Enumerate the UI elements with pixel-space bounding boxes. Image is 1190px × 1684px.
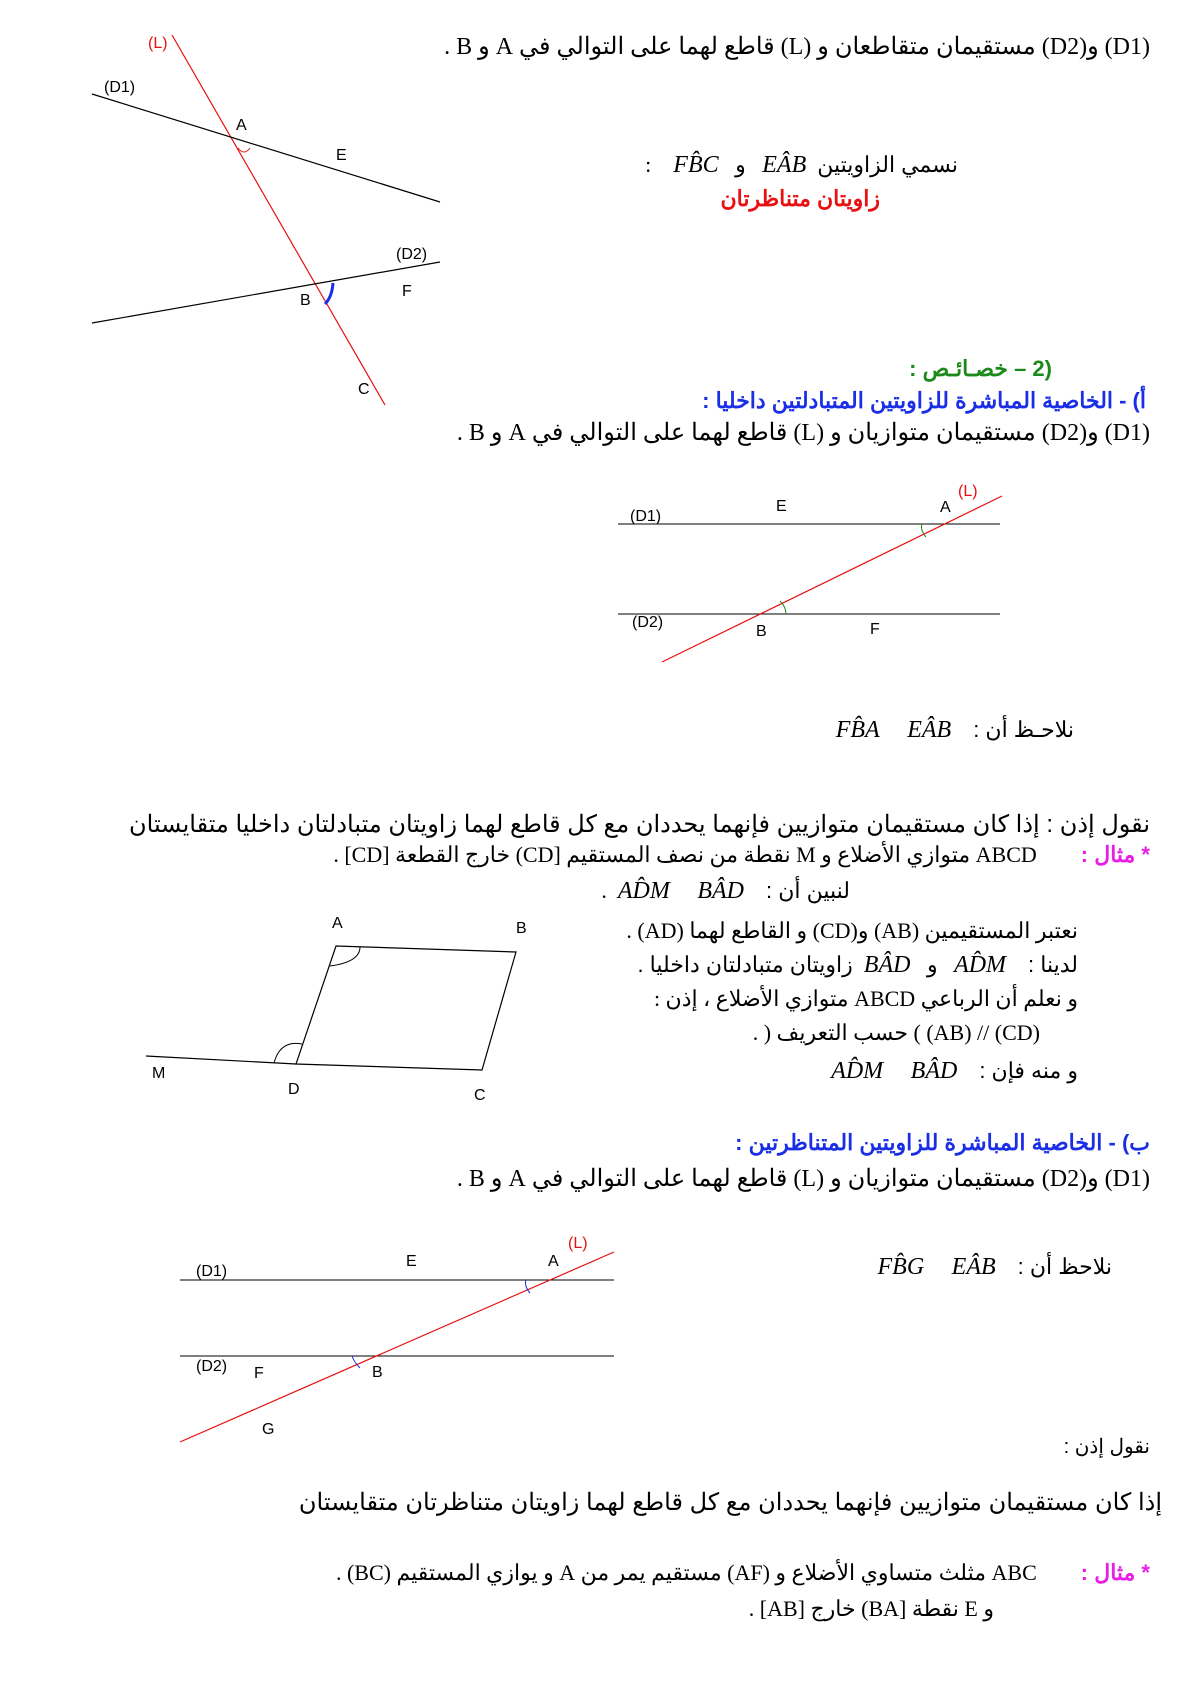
fig2-label-a: A xyxy=(940,499,951,516)
fig4-label-b: B xyxy=(372,1364,383,1381)
rule2-label: نقول إذن : xyxy=(1063,1436,1150,1458)
fig4-label-g: G xyxy=(262,1421,275,1438)
prove-end: . xyxy=(601,878,607,903)
fig4-label-l: (L) xyxy=(568,1235,588,1252)
fig1-label-d2: (D2) xyxy=(396,246,428,263)
prove-label: لنبين أن : xyxy=(766,878,850,903)
observation-1 xyxy=(836,717,1074,744)
example1-prove-row xyxy=(601,878,850,905)
fig1-label-f: F xyxy=(402,283,412,300)
fig3-parallelogram xyxy=(296,946,516,1070)
fig3-label-m: M xyxy=(152,1065,166,1082)
fig3-label-a: A xyxy=(332,915,343,932)
example2-label: * مثال : xyxy=(1080,1560,1150,1585)
obs1-angle-fba: FB̂A xyxy=(835,717,880,743)
fig1-geometry xyxy=(92,35,440,405)
sub-b-line: (D1) و(D2) مستقيمان متوازيان و (L) قاطع لهما على التوالي في A و B . xyxy=(456,1166,1150,1192)
fig2-label-e: E xyxy=(776,498,787,515)
fig1-label-c: C xyxy=(358,381,370,398)
section2-sub-a: أ) - الخاصية المباشرة للزاويتين المتبادلتين داخليا : xyxy=(702,388,1146,413)
example2-line1-row xyxy=(336,1560,1150,1586)
fig1-line-l xyxy=(172,35,385,405)
fig2-label-d1: (D1) xyxy=(630,508,662,525)
fig4-label-d2: (D2) xyxy=(196,1358,228,1375)
fig1-angle-b-arc xyxy=(325,283,333,304)
intro-and: و xyxy=(735,152,746,177)
fig4-label-e: E xyxy=(406,1253,417,1270)
then-angle-adm: AD̂M xyxy=(831,1058,884,1084)
sub-b-title: ب) - الخاصية المباشرة للزاويتين المتناظرتين : xyxy=(735,1130,1150,1155)
fig3-line-md xyxy=(146,1056,296,1064)
fig2-label-f: F xyxy=(870,621,880,638)
example1-have-row xyxy=(637,952,1078,979)
fig1-label-e: E xyxy=(336,147,347,164)
fig1-line-d1 xyxy=(92,94,440,202)
fig2-geometry xyxy=(618,496,1002,662)
intro-angle-eab: EÂB xyxy=(762,152,807,178)
prove-angle-adm: AD̂M xyxy=(617,878,670,904)
fig4-label-d1: (D1) xyxy=(196,1263,228,1280)
fig2-line-l xyxy=(662,496,1002,662)
intro-colon: : xyxy=(645,152,652,177)
example1-label: * مثال : xyxy=(1080,842,1150,867)
fig1-label-b: B xyxy=(300,292,311,309)
then-angle-bad: BÂD xyxy=(910,1058,958,1084)
have-end: زاويتان متبادلتان داخليا . xyxy=(637,952,853,977)
fig1-angle-a-arc xyxy=(238,148,250,152)
example2-line1: ABC مثلث متساوي الأضلاع و (AF) مستقيم يمر من A و يوازي المستقيم (BC) . xyxy=(335,1560,1037,1585)
intro-line: (D1) و(D2) مستقيمان متقاطعان و (L) قاطع لهما على التوالي في A و B . xyxy=(444,34,1150,60)
fig2-label-b: B xyxy=(756,623,767,640)
example1-line3: نعتبر المستقيمين (AB) و(CD) و القاطع لهما (AD) . xyxy=(626,918,1078,943)
fig3-label-b: B xyxy=(516,920,527,937)
prove-angle-bad: BÂD xyxy=(697,878,745,904)
intro-angle-fbc: FB̂C xyxy=(673,152,719,178)
example1-line6: (CD) // (AB) ) حسب التعريف ( . xyxy=(752,1020,1040,1045)
fig2-label-d2: (D2) xyxy=(632,614,664,631)
rule-2: إذا كان مستقيمان متوازيين فإنهما يحددان مع كل قاطع لهما زاويتان متناظرتان متقايستان xyxy=(298,1489,1162,1516)
fig2-label-l: (L) xyxy=(958,483,978,500)
fig1-label-l: (L) xyxy=(148,35,168,52)
fig4-geometry xyxy=(180,1252,614,1442)
have-angle-bad: BÂD xyxy=(863,952,911,978)
then-label: و منه فإن : xyxy=(979,1058,1078,1083)
obs1-label: نلاحـظ أن : xyxy=(973,717,1074,742)
obs2-angle-fbg: FB̂G xyxy=(877,1254,925,1280)
intro-result: زاويتان متناظرتان xyxy=(720,186,880,211)
obs2-angle-eab: EÂB xyxy=(951,1254,996,1280)
have-label: لدينا : xyxy=(1028,952,1078,977)
example1-then-row xyxy=(831,1058,1078,1085)
have-angle-adm: AD̂M xyxy=(954,952,1007,978)
obs2-label: نلاحظ أن : xyxy=(1017,1254,1112,1279)
fig3-geometry xyxy=(146,946,516,1070)
fig3-label-d: D xyxy=(288,1081,300,1098)
example1-line1: ABCD متوازي الأضلاع و M نقطة من نصف المستقيم [CD) خارج القطعة [CD] . xyxy=(333,842,1037,867)
obs1-angle-eab: EÂB xyxy=(907,717,952,743)
section2-title: (2 – خصـائـص : xyxy=(909,356,1052,381)
fig4-label-a: A xyxy=(548,1253,559,1270)
fig1-label-d1: (D1) xyxy=(104,79,136,96)
example2-line2: و E نقطة [BA) خارج [AB] . xyxy=(748,1596,994,1621)
intro-naming-label: نسمي الزاويتين xyxy=(817,152,958,177)
have-and: و xyxy=(926,952,938,977)
fig1-label-a: A xyxy=(236,117,247,134)
fig4-label-f: F xyxy=(254,1365,264,1382)
section2-line-a: (D1) و(D2) مستقيمان متوازيان و (L) قاطع لهما على التوالي في A و B . xyxy=(456,420,1150,446)
observation-2 xyxy=(878,1254,1112,1281)
fig1-line-d2 xyxy=(92,262,440,323)
example1-line1-row xyxy=(333,842,1150,868)
example1-line5: و نعلم أن الرباعي ABCD متوازي الأضلاع ، إذن : xyxy=(653,986,1078,1011)
intro-naming-row xyxy=(645,152,958,179)
fig3-label-c: C xyxy=(474,1087,486,1104)
rule-1: نقول إذن : إذا كان مستقيمان متوازيين فإنهما يحددان مع كل قاطع لهما زاويتان متبادلتان داخليا متقايستان xyxy=(129,811,1150,838)
